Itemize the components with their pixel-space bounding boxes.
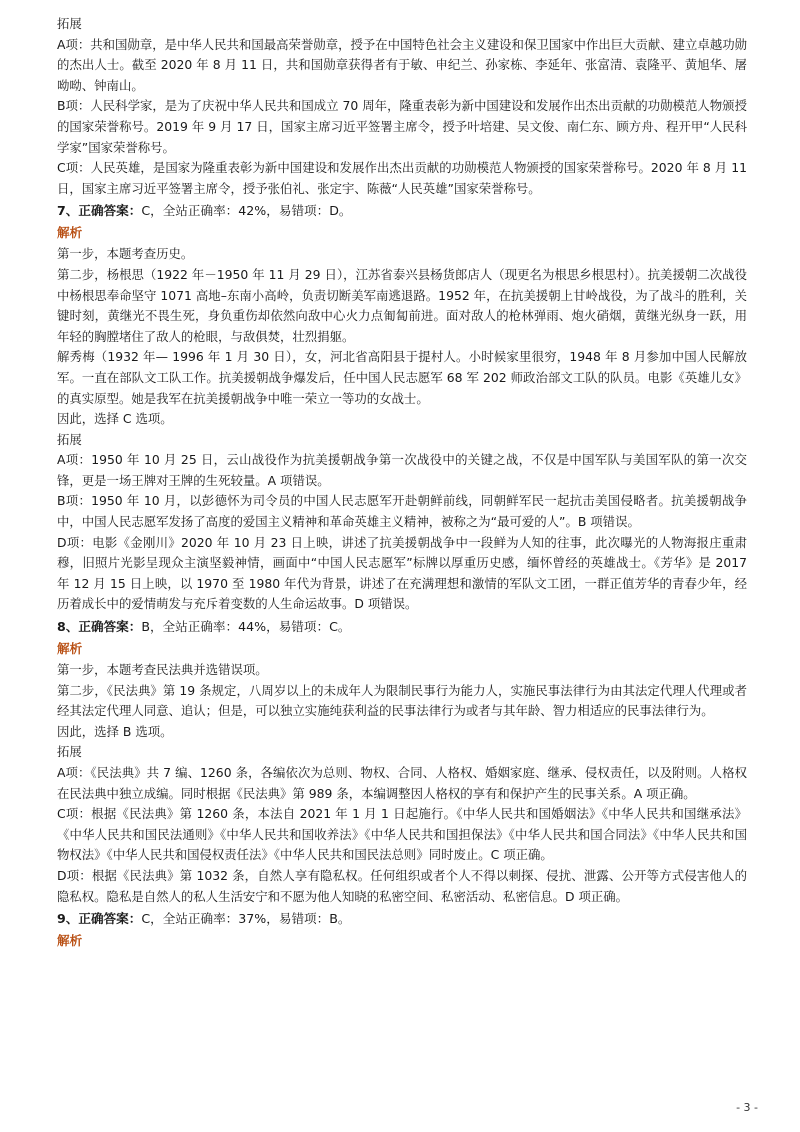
answer-line-7	[57, 199, 747, 222]
extension-item-b: B项：人民科学家，是为了庆祝中华人民共和国成立 70 周年，隆重表彰为新中国建设和发展作出杰出贡献的功勋模范人物颁授的国家荣誉称号。2019 年 9 月 17 日，国家主席习近平签署主席令，授予叶培建、吴文俊、南仁东、顾方舟、程开甲“人民科学家”国家荣誉称号。	[57, 98, 747, 155]
answer-label: 8、正确答案：	[57, 619, 142, 635]
analysis-heading: 解析	[57, 933, 83, 949]
extension-item-b: B项：1950 年 10 月，以彭德怀为司令员的中国人民志愿军开赴朝鲜前线，同朝鲜军民一起抗击美国侵略者。抗美援朝战争中，中国人民志愿军发扬了高度的爱国主义精神和革命英雄主义精神，被称之为“最可爱的人”。B 项错误。	[57, 493, 747, 530]
analysis-step-2: 第二步，杨根思（1922 年－1950 年 11 月 29 日），江苏省泰兴县杨货郎店人（现更名为根思乡根思村）。抗美援朝二次战役中杨根思奉命坚守 1071 高地–东南小高岭，负责切断美军南逃退路。1952 年，在抗美援朝上甘岭战役，为了战斗的胜利，关键时刻，黄继光不畏生死，身负重伤却依然向敌中心火力点匍匐前进。面对敌人的枪林弹雨、炮火硝烟，黄继光纵身一跃，用年轻的胸膛堵住了敌人的枪眼，与敌俱焚，壮烈捐躯。	[57, 266, 747, 344]
extension-heading: 拓展	[57, 431, 82, 447]
extension-item-a: A项：1950 年 10 月 25 日，云山战役作为抗美援朝战争第一次战役中的关键之战，不仅是中国军队与美国军队的第一次交锋，更是一场王牌对王牌的生死较量。A 项错误。	[57, 452, 747, 488]
answer-detail: B，全站正确率：44%，易错项：C。	[141, 619, 351, 635]
analysis-step-2: 第二步，《民法典》第 19 条规定，八周岁以上的未成年人为限制民事行为能力人，实施民事法律行为由其法定代理人代理或者经其法定代理人同意、追认；但是，可以独立实施纯获利益的民事法律行为或者与其年龄、智力相适应的民事法律行为。	[57, 682, 747, 719]
page-number: - 3 -	[736, 1101, 758, 1114]
answer-line-8	[57, 615, 747, 638]
analysis-conclusion: 因此，选择 C 选项。	[57, 411, 173, 427]
extension-item-c: C项：人民英雄，是国家为隆重表彰为新中国建设和发展作出杰出贡献的功勋模范人物颁授的国家荣誉称号。2020 年 8 月 11 日，国家主席习近平签署主席令，授予张伯礼、张定宇、陈薇“人民英雄”国家荣誉称号。	[57, 160, 747, 196]
answer-line-9	[57, 907, 747, 930]
answer-label: 7、正确答案：	[57, 203, 142, 219]
document-body	[57, 14, 747, 952]
answer-detail: C，全站正确率：37%，易错项：B。	[141, 911, 351, 927]
extension-item-a: A项：《民法典》共 7 编、1260 条，各编依次为总则、物权、合同、人格权、婚姻家庭、继承、侵权责任，以及附则。人格权在民法典中独立成编。同时根据《民法典》第 989 条，本编调整因人格权的享有和保护产生的民事关系。A 项正确。	[57, 765, 747, 801]
analysis-step-1: 第一步，本题考查民法典并选错误项。	[57, 662, 268, 678]
answer-detail: C，全站正确率：42%，易错项：D。	[141, 203, 352, 219]
extension-item-a: A项：共和国勋章，是中华人民共和国最高荣誉勋章，授予在中国特色社会主义建设和保卫国家中作出巨大贡献、建立卓越功勋的杰出人士。截至 2020 年 8 月 11 日，共和国勋章获得者有于敏、申纪兰、孙家栋、李延年、张富清、袁隆平、黄旭华、屠呦呦、钟南山。	[57, 36, 747, 93]
analysis-paragraph: 解秀梅（1932 年— 1996 年 1 月 30 日），女，河北省高阳县于提村人。小时候家里很穷，1948 年 8 月参加中国人民解放军。一直在部队文工队工作。抗美援朝战争爆发后，任中国人民志愿军 68 军 202 师政治部文工队的队员。电影《英雄儿女》的真实原型。她是我军在抗美援朝战争中唯一荣立一等功的女战士。	[57, 349, 747, 406]
extension-heading: 拓展	[57, 744, 82, 760]
analysis-step-1: 第一步，本题考查历史。	[57, 246, 194, 262]
extension-heading: 拓展	[57, 16, 82, 31]
extension-item-d: D项：根据《民法典》第 1032 条，自然人享有隐私权。任何组织或者个人不得以刺探、侵扰、泄露、公开等方式侵害他人的隐私权。隐私是自然人的私人生活安宁和不愿为他人知晓的私密空间、私密活动、私密信息。D 项正确。	[57, 867, 747, 904]
extension-item-d: D项：电影《金刚川》2020 年 10 月 23 日上映，讲述了抗美援朝战争中一段鲜为人知的往事，此次曝光的人物海报庄重肃穆，旧照片光影呈现众主演坚毅神情，画面中“中国人民志愿军”标牌以厚重历史感，缅怀曾经的英雄战士。《芳华》是 2017 年 12 月 15 日上映，以 1970 至 1980 年代为背景，讲述了在充满理想和激情的军队文工团，一群正值芳华的青春少年，经历着成长中的爱情萌发与充斥着变数的人生命运故事。D 项错误。	[57, 534, 747, 612]
analysis-heading: 解析	[57, 641, 83, 657]
answer-label: 9、正确答案：	[57, 911, 142, 927]
analysis-conclusion: 因此，选择 B 选项。	[57, 723, 173, 739]
analysis-heading: 解析	[57, 225, 83, 241]
extension-item-c: C项：根据《民法典》第 1260 条，本法自 2021 年 1 月 1 日起施行。《中华人民共和国婚姻法》《中华人民共和国继承法》《中华人民共和国民法通则》《中华人民共和国收养法》《中华人民共和国担保法》《中华人民共和国合同法》《中华人民共和国物权法》《中华人民共和国侵权责任法》《中华人民共和国民法总则》同时废止。C 项正确。	[57, 806, 747, 863]
